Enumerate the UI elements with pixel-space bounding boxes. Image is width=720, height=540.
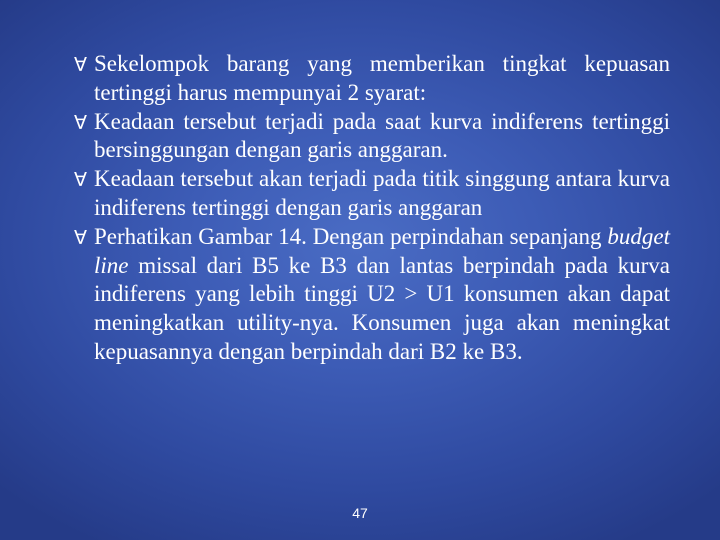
checkmark-icon: ∀ [74,169,87,192]
budget-line-emphasis: budget line [94,223,670,278]
bullet-item [74,165,670,223]
bullet-text [94,224,670,364]
bullet-item [74,108,670,166]
bullet-item [74,223,670,367]
bullet-text: Keadaan tersebut akan terjadi pada titik singgung antara kurva indiferens tertinggi dengan garis anggaran [94,166,670,220]
bullet-text: Keadaan tersebut terjadi pada saat kurva indiferens tertinggi bersinggungan dengan garis anggaran. [94,108,670,163]
bullet-text-before: Perhatikan Gambar 14. Dengan perpindahan sepanjang [94,223,608,249]
bullet-text: Sekelompok barang yang memberikan tingkat kepuasan tertinggi harus mempunyai 2 syarat: [94,51,670,105]
page-number: 47 [352,505,368,521]
bullet-item [74,50,670,108]
checkmark-icon: ∀ [74,226,87,249]
bullet-list [74,50,670,367]
checkmark-icon: ∀ [74,111,87,134]
bullet-text-after: missal dari B5 ke B3 dan lantas berpindah pada kurva indiferens yang lebih tinggi U2 > U1 konsumen akan dapat meningkatkan utility-nya. Konsumen juga akan meningkat kepuasannya dengan berpindah dari B2 ke B3. [94,252,670,364]
checkmark-icon: ∀ [74,54,87,76]
